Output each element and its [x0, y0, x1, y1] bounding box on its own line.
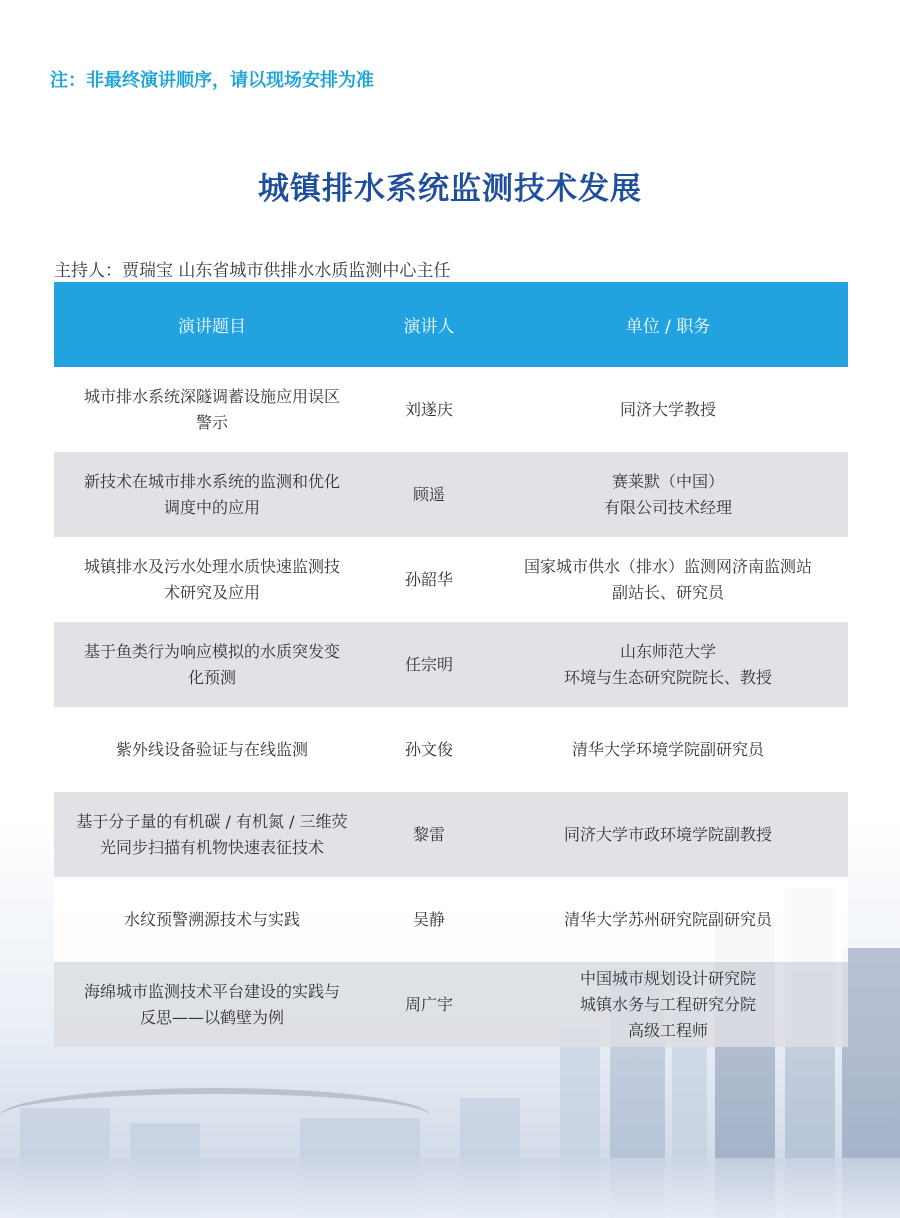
org-line: 同济大学教授 [619, 399, 716, 419]
org-line: 清华大学环境学院副研究员 [571, 739, 764, 759]
org-line: 城镇水务与工程研究分院 [579, 994, 756, 1014]
org-cell [488, 966, 848, 1044]
topic-cell [54, 554, 370, 606]
topic-cell [54, 979, 370, 1031]
org-cell [488, 822, 848, 848]
header-speaker: 演讲人 [403, 317, 455, 337]
table-body [54, 367, 848, 1047]
topic-line: 基于分子量的有机碳 / 有机氮 / 三维荧 [76, 811, 348, 831]
table-row [54, 452, 848, 537]
topic-cell [54, 737, 370, 763]
org-line: 同济大学市政环境学院副教授 [563, 824, 772, 844]
topic-line: 化预测 [187, 667, 236, 687]
header-topic: 演讲题目 [178, 317, 246, 337]
org-line: 山东师范大学 [619, 641, 716, 661]
topic-line: 紫外线设备验证与在线监测 [115, 739, 308, 759]
speaker-cell: 任宗明 [404, 654, 453, 674]
org-line: 环境与生态研究院院长、教授 [563, 667, 772, 687]
speaker-cell: 吴静 [412, 909, 445, 929]
topic-line: 术研究及应用 [163, 582, 260, 602]
speaker-cell: 顾遥 [412, 484, 445, 504]
table-row [54, 707, 848, 792]
topic-line: 城镇排水及污水处理水质快速监测技 [83, 556, 340, 576]
table-row [54, 622, 848, 707]
org-cell [488, 469, 848, 521]
speaker-cell: 黎雷 [412, 824, 445, 844]
table-header [54, 282, 848, 367]
page-title: 城镇排水系统监测技术发展 [258, 171, 642, 207]
org-line: 清华大学苏州研究院副研究员 [563, 909, 772, 929]
topic-line: 新技术在城市排水系统的监测和优化 [83, 471, 340, 491]
table-row [54, 367, 848, 452]
speaker-cell: 孙文俊 [404, 739, 453, 759]
org-line: 国家城市供水（排水）监测网济南监测站 [523, 556, 812, 576]
org-line: 副站长、研究员 [611, 582, 724, 602]
topic-cell [54, 384, 370, 436]
table-row [54, 792, 848, 877]
topic-line: 基于鱼类行为响应模拟的水质突发变 [83, 641, 340, 661]
topic-line: 城市排水系统深隧调蓄设施应用误区 [83, 386, 340, 406]
schedule-table [54, 282, 848, 1047]
speaker-cell: 孙韶华 [404, 569, 453, 589]
org-line: 赛莱默（中国） [611, 471, 724, 491]
host-line: 主持人：贾瑞宝 山东省城市供排水水质监测中心主任 [54, 261, 451, 281]
topic-line: 反思——以鹤壁为例 [139, 1007, 284, 1027]
org-cell [488, 907, 848, 933]
org-line: 中国城市规划设计研究院 [579, 968, 756, 988]
topic-cell [54, 639, 370, 691]
org-cell [488, 639, 848, 691]
topic-line: 调度中的应用 [163, 497, 260, 517]
org-line: 有限公司技术经理 [603, 497, 732, 517]
topic-cell [54, 469, 370, 521]
speaker-cell: 周广宇 [404, 994, 453, 1014]
topic-cell [54, 907, 370, 933]
org-line: 高级工程师 [627, 1020, 708, 1040]
table-row [54, 962, 848, 1047]
topic-line: 光同步扫描有机物快速表征技术 [99, 837, 324, 857]
org-cell [488, 397, 848, 423]
org-cell [488, 554, 848, 606]
table-row [54, 877, 848, 962]
header-org: 单位 / 职务 [625, 317, 711, 337]
topic-line: 海绵城市监测技术平台建设的实践与 [83, 981, 340, 1001]
speaker-cell: 刘遂庆 [404, 399, 453, 419]
topic-line: 水纹预警溯源技术与实践 [123, 909, 300, 929]
table-row [54, 537, 848, 622]
org-cell [488, 737, 848, 763]
topic-line: 警示 [195, 412, 228, 432]
order-note: 注：非最终演讲顺序，请以现场安排为准 [50, 70, 374, 91]
topic-cell [54, 809, 370, 861]
